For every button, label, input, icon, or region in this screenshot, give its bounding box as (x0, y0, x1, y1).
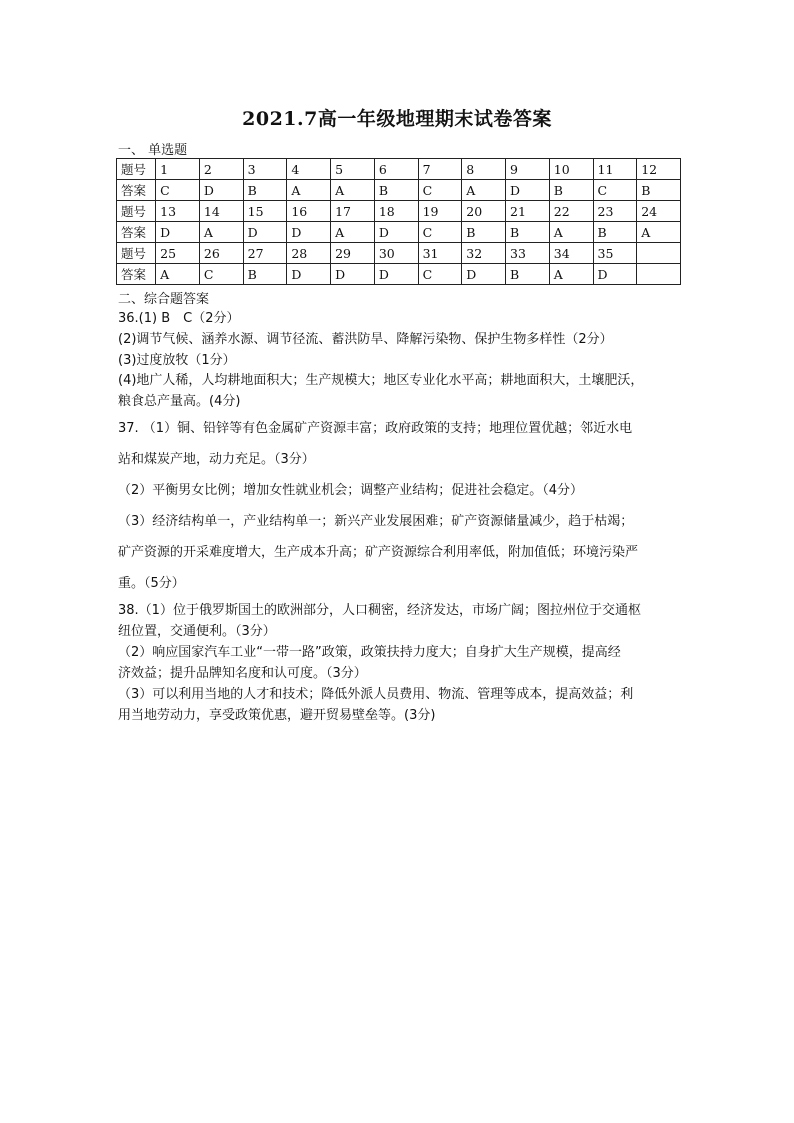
table-cell: C (593, 180, 637, 201)
answer-line: 纽位置，交通便利。（3分） (118, 624, 276, 639)
answer-line: (4)地广人稀，人均耕地面积大；生产规模大；地区专业化水平高；耕地面积大，土壤肥沃， (118, 373, 644, 388)
table-cell: 20 (462, 201, 506, 222)
table-cell: 2 (199, 159, 243, 180)
table-cell: 25 (156, 243, 200, 264)
table-cell: 9 (506, 159, 550, 180)
answer-line: （2）平衡男女比例；增加女性就业机会；调整产业结构；促进社会稳定。（4分） (118, 483, 584, 498)
table-cell: 21 (506, 201, 550, 222)
table-cell: C (156, 180, 200, 201)
table-cell: A (287, 180, 331, 201)
table-row (117, 264, 681, 285)
table-cell: A (331, 180, 375, 201)
answer-line: （3）可以利用当地的人才和技术；降低外派人员费用、物流、管理等成本，提高效益；利 (118, 687, 634, 702)
table-cell: B (506, 264, 550, 285)
table-cell: 15 (243, 201, 287, 222)
table-cell: 19 (418, 201, 462, 222)
table-cell: A (549, 264, 593, 285)
table-cell: C (418, 222, 462, 243)
answer-line: 站和煤炭产地，动力充足。（3分） (118, 452, 315, 467)
table-cell: 28 (287, 243, 331, 264)
row-header-cell: 答案 (117, 222, 156, 243)
table-row (117, 180, 681, 201)
table-cell: 27 (243, 243, 287, 264)
table-cell: D (199, 180, 243, 201)
table-cell: D (506, 180, 550, 201)
table-cell: 4 (287, 159, 331, 180)
table-cell: 18 (374, 201, 418, 222)
table-cell: 14 (199, 201, 243, 222)
table-cell: A (331, 222, 375, 243)
row-header-cell: 答案 (117, 264, 156, 285)
table-cell: 6 (374, 159, 418, 180)
row-header-cell: 题号 (117, 159, 156, 180)
table-cell: D (462, 264, 506, 285)
section-heading-single-choice: 一、 单选题 (118, 143, 188, 158)
table-cell: 8 (462, 159, 506, 180)
table-row (117, 243, 681, 264)
table-cell: 33 (506, 243, 550, 264)
table-cell: C (199, 264, 243, 285)
table-cell: D (156, 222, 200, 243)
table-cell: D (287, 222, 331, 243)
table-cell: 11 (593, 159, 637, 180)
table-cell: A (156, 264, 200, 285)
table-cell: 23 (593, 201, 637, 222)
table-cell: 34 (549, 243, 593, 264)
table-cell: B (506, 222, 550, 243)
table-cell: 24 (637, 201, 681, 222)
table-cell: 12 (637, 159, 681, 180)
table-cell: 22 (549, 201, 593, 222)
table-cell: A (199, 222, 243, 243)
answer-line: 粮食总产量高。(4分) (118, 394, 241, 409)
table-cell: D (243, 222, 287, 243)
answer-line: 济效益；提升品牌知名度和认可度。（3分） (118, 666, 367, 681)
table-cell: A (637, 222, 681, 243)
table-cell: B (549, 180, 593, 201)
table-cell (637, 264, 681, 285)
page-title: 2021.7高一年级地理期末试卷答案 (242, 108, 552, 130)
table-cell: 30 (374, 243, 418, 264)
answer-line: 36.(1) B C（2分） (118, 311, 240, 326)
table-cell: B (374, 180, 418, 201)
table-cell: B (243, 264, 287, 285)
answer-line: （2）响应国家汽车工业“一带一路”政策，政策扶持力度大；自身扩大生产规模，提高经 (118, 645, 621, 660)
table-row (117, 159, 681, 180)
table-cell: D (374, 222, 418, 243)
answer-line: (2)调节气候、涵养水源、调节径流、蓄洪防旱、降解污染物、保护生物多样性（2分） (118, 332, 613, 347)
table-cell: B (593, 222, 637, 243)
answer-line: （3）经济结构单一，产业结构单一；新兴产业发展困难；矿产资源储量减少，趋于枯竭； (118, 514, 634, 529)
table-row (117, 201, 681, 222)
table-cell: 1 (156, 159, 200, 180)
answer-line: 38.（1）位于俄罗斯国土的欧洲部分，人口稠密，经济发达，市场广阔；图拉州位于交通枢 (118, 603, 641, 618)
table-cell: 31 (418, 243, 462, 264)
table-cell: 10 (549, 159, 593, 180)
table-cell: C (418, 264, 462, 285)
table-cell: 17 (331, 201, 375, 222)
table-cell: D (331, 264, 375, 285)
table-cell: 32 (462, 243, 506, 264)
answer-line: 矿产资源的开采难度增大，生产成本升高；矿产资源综合利用率低，附加值低；环境污染严 (118, 545, 639, 560)
table-cell: B (637, 180, 681, 201)
table-cell: 26 (199, 243, 243, 264)
table-cell: D (374, 264, 418, 285)
table-cell: C (418, 180, 462, 201)
table-cell: 13 (156, 201, 200, 222)
table-row (117, 222, 681, 243)
table-cell: D (593, 264, 637, 285)
answer-line: (3)过度放牧（1分） (118, 353, 236, 368)
table-cell: 16 (287, 201, 331, 222)
row-header-cell: 题号 (117, 243, 156, 264)
table-cell: 29 (331, 243, 375, 264)
answer-line: 用当地劳动力，享受政策优惠，避开贸易壁垒等。(3分) (118, 708, 436, 723)
table-cell: 5 (331, 159, 375, 180)
answer-line: 37. （1）铜、铅锌等有色金属矿产资源丰富；政府政策的支持；地理位置优越；邻近水电 (118, 421, 633, 436)
table-cell: D (287, 264, 331, 285)
table-cell: 3 (243, 159, 287, 180)
table-cell: B (462, 222, 506, 243)
answer-table (116, 158, 681, 285)
table-cell: 35 (593, 243, 637, 264)
table-cell: A (462, 180, 506, 201)
row-header-cell: 答案 (117, 180, 156, 201)
table-cell: A (549, 222, 593, 243)
table-cell (637, 243, 681, 264)
answer-line: 重。（5分） (118, 576, 185, 591)
table-cell: B (243, 180, 287, 201)
section-heading-comprehensive: 二、综合题答案 (118, 292, 210, 307)
table-cell: 7 (418, 159, 462, 180)
row-header-cell: 题号 (117, 201, 156, 222)
